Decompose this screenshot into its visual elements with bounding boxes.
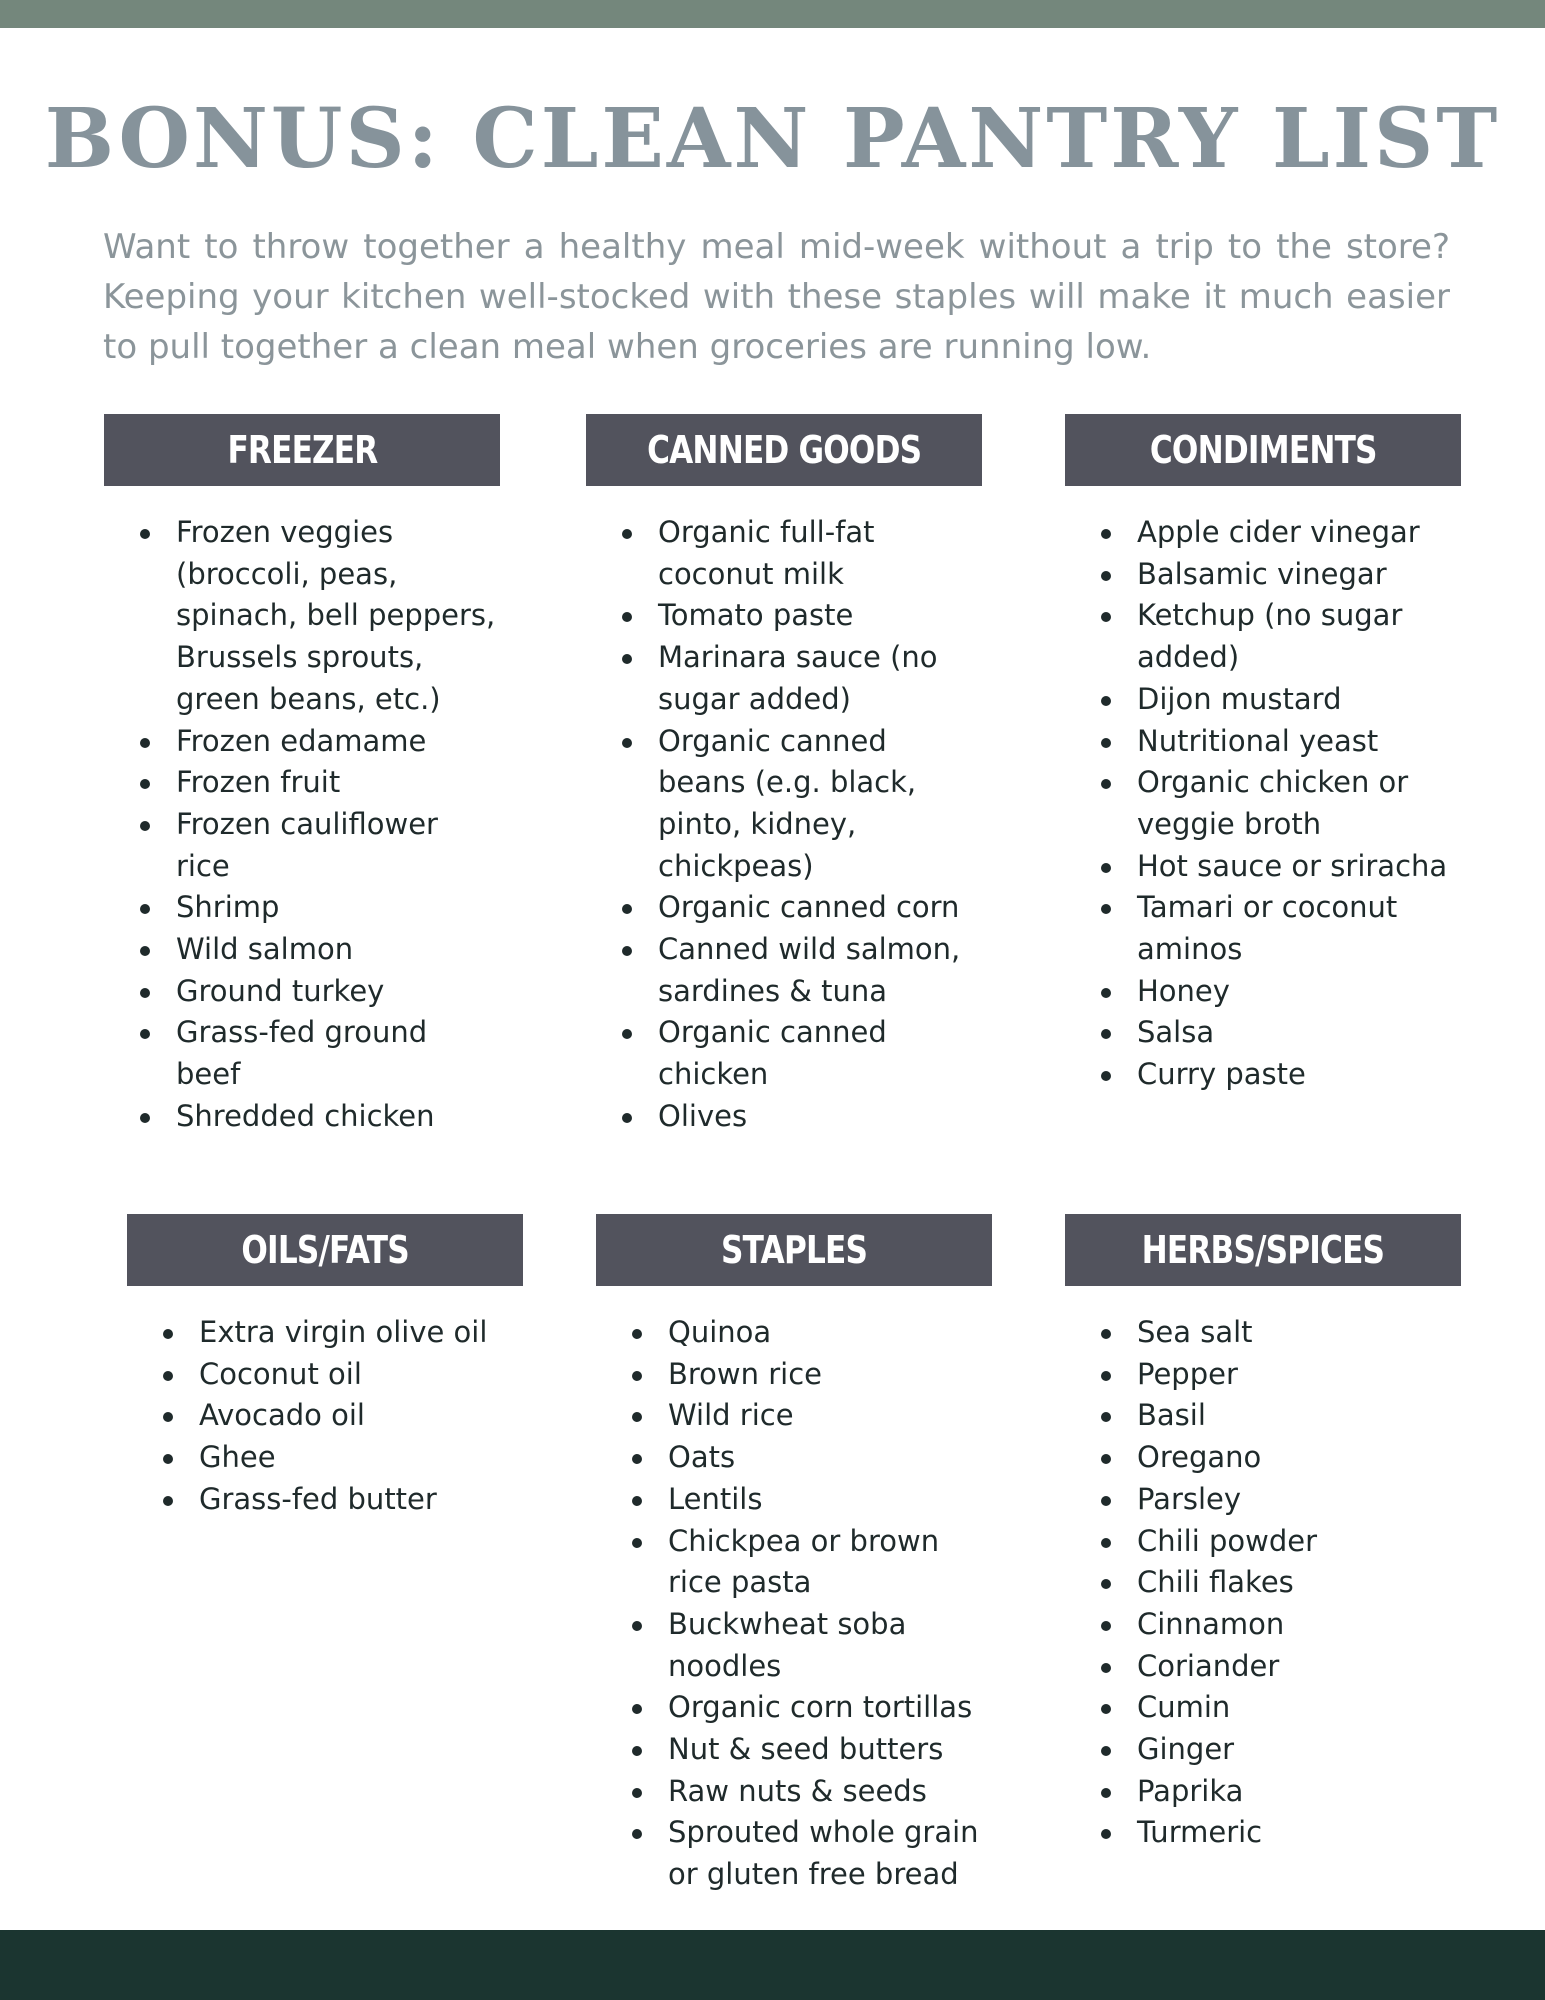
- list-item: Organic corn tortillas: [596, 1687, 992, 1729]
- list-item: Ground turkey: [104, 971, 500, 1013]
- item-list: [596, 1312, 992, 1896]
- list-item: Canned wild salmon, sardines & tuna: [586, 929, 982, 1012]
- item-list: [1065, 512, 1461, 1096]
- item-list: [127, 1312, 523, 1521]
- list-item: Tamari or coconut aminos: [1065, 887, 1461, 970]
- list-item: Sea salt: [1065, 1312, 1461, 1354]
- list-item: Organic canned beans (e.g. black, pinto, kidney, chickpeas): [586, 721, 982, 888]
- list-item: Basil: [1065, 1395, 1461, 1437]
- bottom-footer-bar: [0, 1930, 1545, 2000]
- list-item: Honey: [1065, 971, 1461, 1013]
- list-item: Avocado oil: [127, 1395, 523, 1437]
- list-item: Apple cider vinegar: [1065, 512, 1461, 554]
- list-item: Sprouted whole grain or gluten free bread: [596, 1812, 992, 1895]
- list-item: Tomato paste: [586, 595, 982, 637]
- list-item: Olives: [586, 1096, 982, 1138]
- list-item: Frozen cauliflower rice: [104, 804, 500, 887]
- list-item: Shrimp: [104, 887, 500, 929]
- section-header: STAPLES: [596, 1214, 992, 1286]
- item-list: [104, 512, 500, 1138]
- list-item: Parsley: [1065, 1479, 1461, 1521]
- section-canned-goods: [586, 414, 982, 1138]
- list-item: Paprika: [1065, 1771, 1461, 1813]
- list-item: Ginger: [1065, 1729, 1461, 1771]
- list-item: Ketchup (no sugar added): [1065, 595, 1461, 678]
- section-header: CONDIMENTS: [1065, 414, 1461, 486]
- list-item: Brown rice: [596, 1354, 992, 1396]
- list-item: Raw nuts & seeds: [596, 1771, 992, 1813]
- section-header: FREEZER: [104, 414, 500, 486]
- list-item: Grass-fed butter: [127, 1479, 523, 1521]
- section-header: OILS/FATS: [127, 1214, 523, 1286]
- list-item: Oats: [596, 1437, 992, 1479]
- list-item: Grass-fed ground beef: [104, 1012, 500, 1095]
- list-item: Buckwheat soba noodles: [596, 1604, 992, 1687]
- list-item: Ghee: [127, 1437, 523, 1479]
- list-item: Frozen veggies (broccoli, peas, spinach, bell peppers, Brussels sprouts, green beans, etc.): [104, 512, 500, 721]
- item-list: [1065, 1312, 1461, 1854]
- section-herbs-spices: [1065, 1214, 1461, 1854]
- list-item: Cumin: [1065, 1687, 1461, 1729]
- list-item: Marinara sauce (no sugar added): [586, 637, 982, 720]
- item-list: [586, 512, 982, 1138]
- list-item: Organic canned chicken: [586, 1012, 982, 1095]
- list-item: Organic chicken or veggie broth: [1065, 762, 1461, 845]
- list-item: Extra virgin olive oil: [127, 1312, 523, 1354]
- list-item: Organic full-fat coconut milk: [586, 512, 982, 595]
- list-item: Chickpea or brown rice pasta: [596, 1521, 992, 1604]
- list-item: Coconut oil: [127, 1354, 523, 1396]
- section-header: CANNED GOODS: [586, 414, 982, 486]
- list-item: Quinoa: [596, 1312, 992, 1354]
- list-item: Dijon mustard: [1065, 679, 1461, 721]
- section-staples: [596, 1214, 992, 1896]
- list-item: Curry paste: [1065, 1054, 1461, 1096]
- list-item: Salsa: [1065, 1012, 1461, 1054]
- list-item: Hot sauce or sriracha: [1065, 846, 1461, 888]
- list-item: Coriander: [1065, 1646, 1461, 1688]
- section-oils-fats: [127, 1214, 523, 1521]
- list-item: Wild rice: [596, 1395, 992, 1437]
- list-item: Cinnamon: [1065, 1604, 1461, 1646]
- list-item: Nut & seed butters: [596, 1729, 992, 1771]
- page-title: BONUS: CLEAN PANTRY LIST: [44, 91, 1501, 187]
- list-item: Wild salmon: [104, 929, 500, 971]
- list-item: Frozen fruit: [104, 762, 500, 804]
- top-accent-bar: [0, 0, 1545, 28]
- section-freezer: [104, 414, 500, 1138]
- list-item: Pepper: [1065, 1354, 1461, 1396]
- list-item: Frozen edamame: [104, 721, 500, 763]
- list-item: Nutritional yeast: [1065, 721, 1461, 763]
- list-item: Chili powder: [1065, 1521, 1461, 1563]
- list-item: Chili flakes: [1065, 1562, 1461, 1604]
- list-item: Turmeric: [1065, 1812, 1461, 1854]
- intro-paragraph: Want to throw together a healthy meal mid-week without a trip to the store? Keeping your kitchen well-stocked with these staples will make it much easier to pull together a clean meal when groceries are running low.: [103, 227, 1450, 367]
- list-item: Organic canned corn: [586, 887, 982, 929]
- list-item: Shredded chicken: [104, 1096, 500, 1138]
- section-condiments: [1065, 414, 1461, 1096]
- list-item: Balsamic vinegar: [1065, 554, 1461, 596]
- list-item: Lentils: [596, 1479, 992, 1521]
- list-item: Oregano: [1065, 1437, 1461, 1479]
- section-header: HERBS/SPICES: [1065, 1214, 1461, 1286]
